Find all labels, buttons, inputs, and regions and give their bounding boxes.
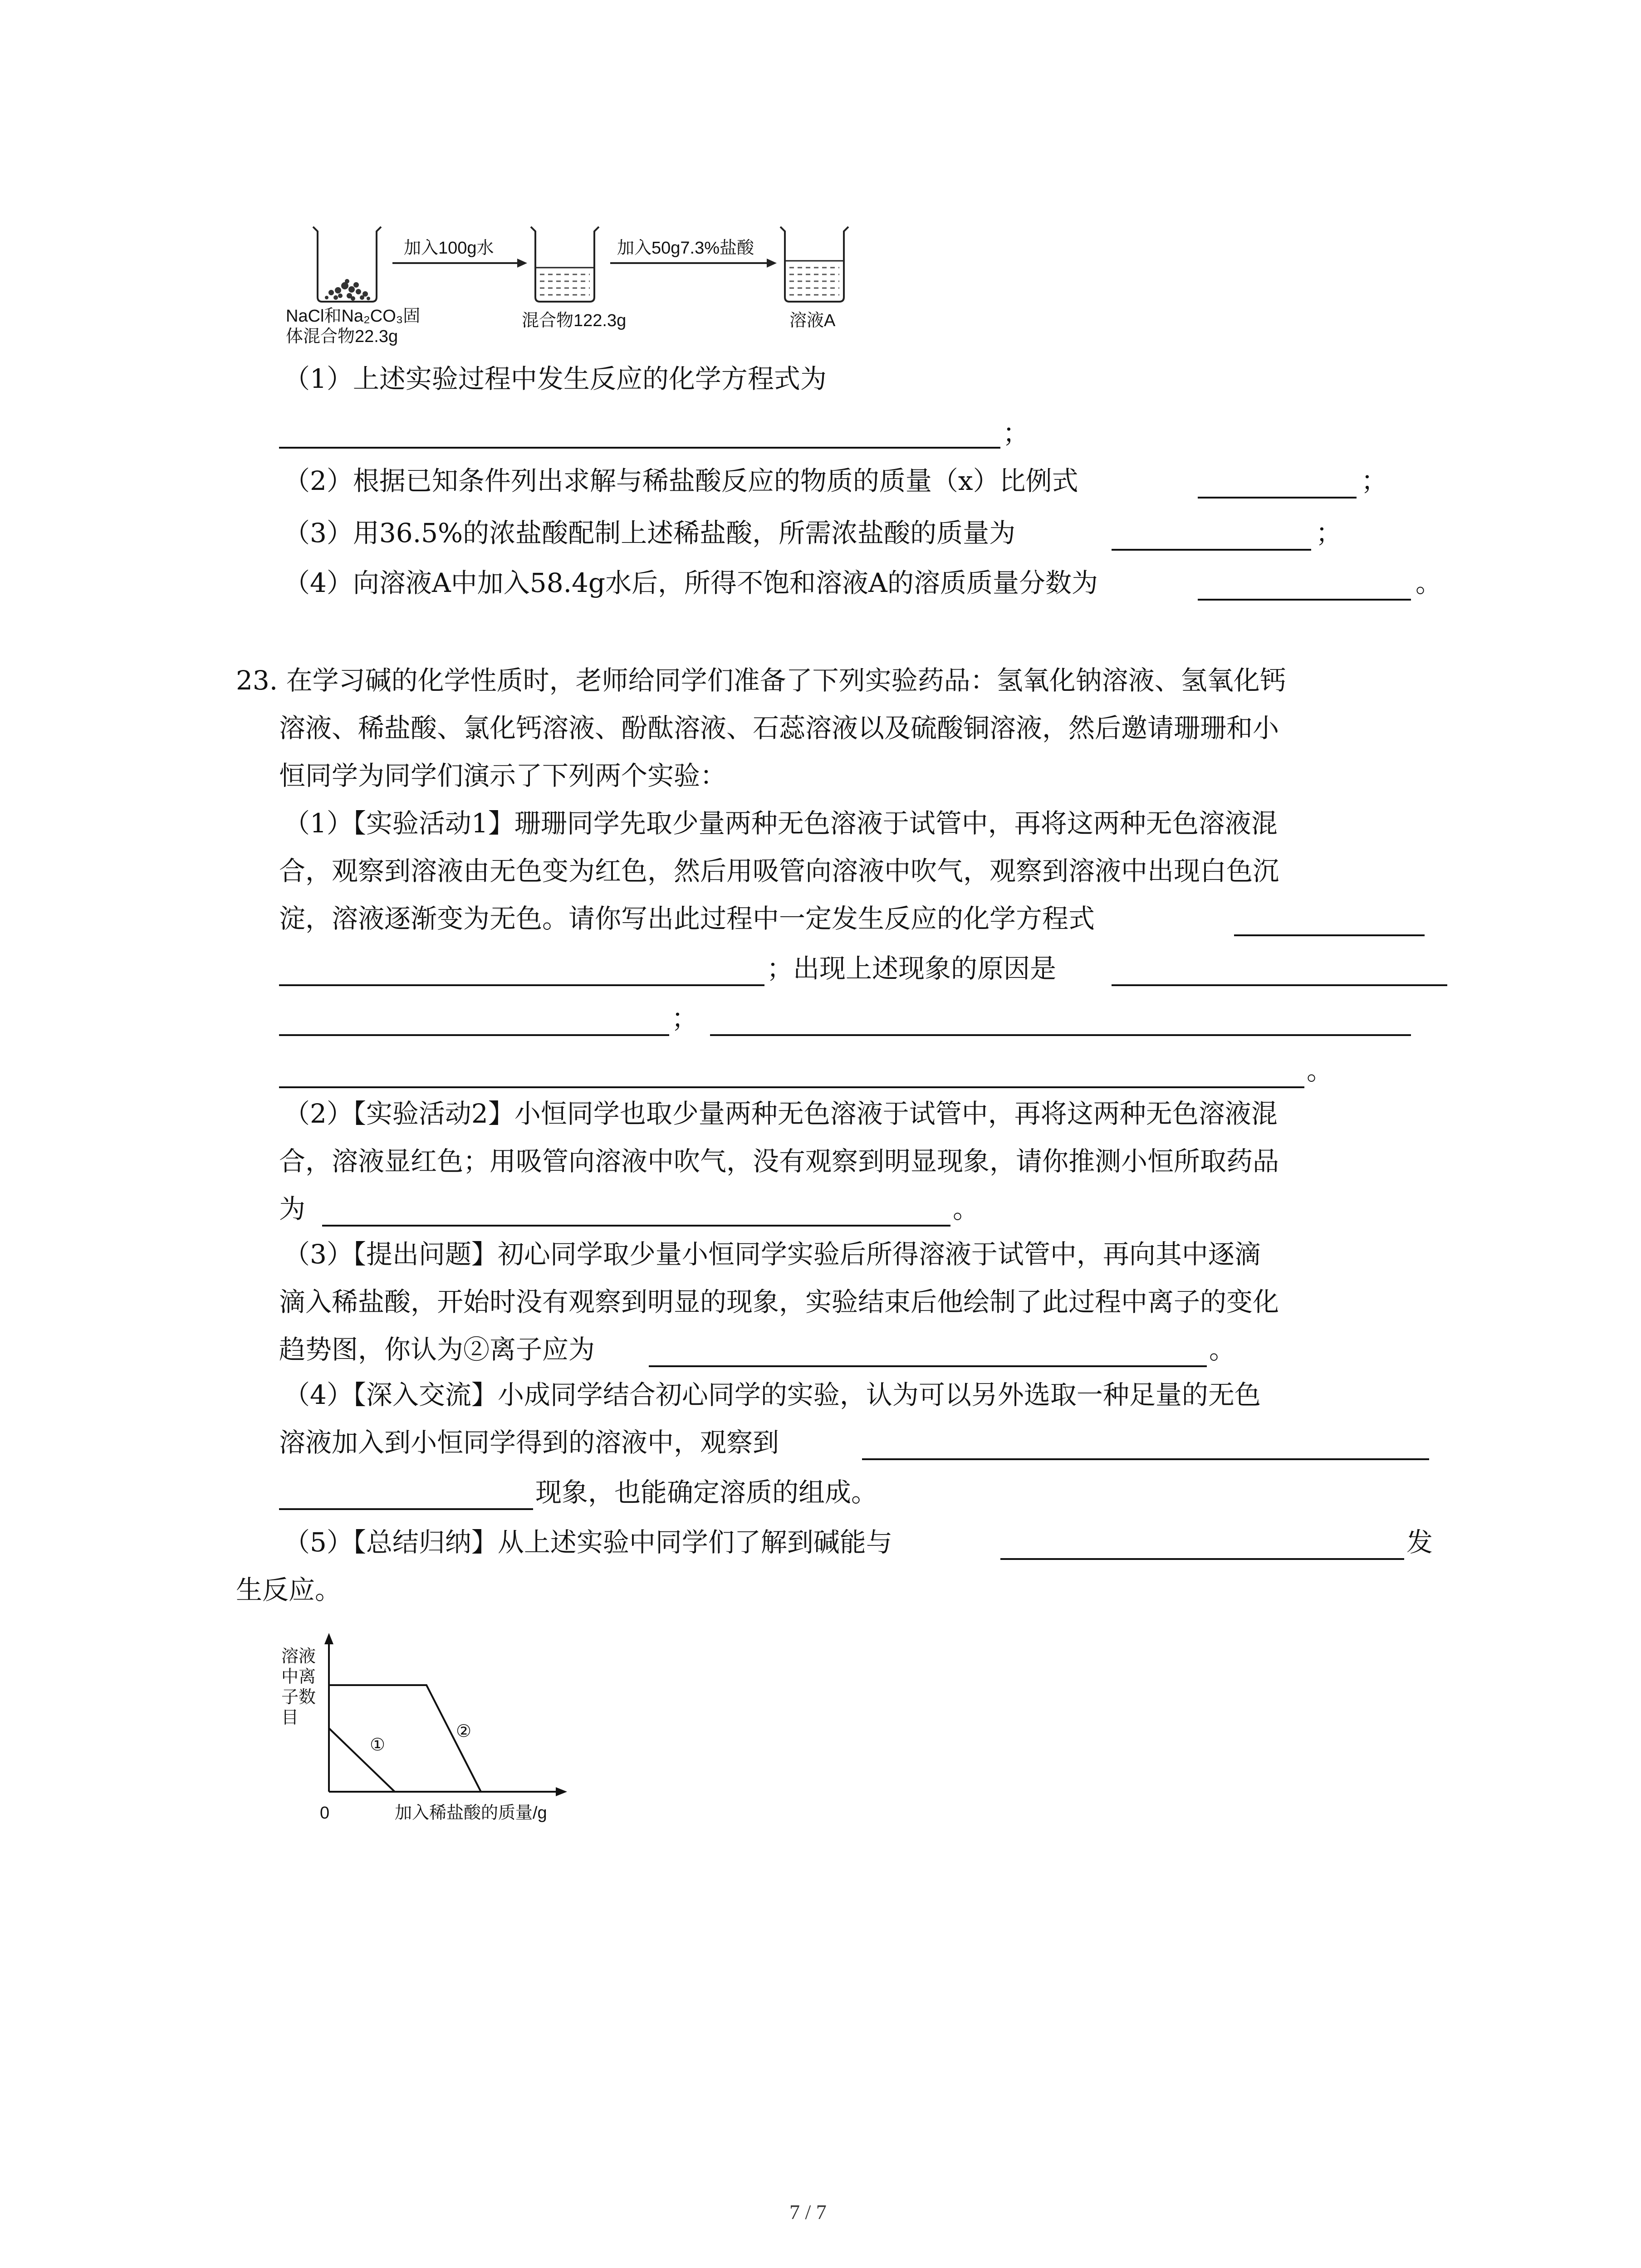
q23-s1-blank2[interactable]	[279, 984, 764, 986]
beaker-1	[313, 227, 381, 302]
q23-s4-line3: 现象，也能确定溶质的组成。	[535, 1477, 878, 1508]
q22-part1: （1）上述实验过程中发生反应的化学方程式为	[284, 363, 827, 394]
q23-s2-blank[interactable]	[322, 1225, 950, 1227]
q23-s1-line2: 合，观察到溶液由无色变为红色，然后用吸管向溶液中吹气，观察到溶液中出现白色沉	[279, 855, 1279, 886]
step2-label: 加入50g7.3%盐酸	[617, 239, 754, 258]
q23-s1-end: 。	[1307, 1055, 1333, 1086]
arrow-2	[610, 259, 777, 268]
q22-part1-end: ；	[1003, 418, 1029, 449]
beaker-3	[780, 227, 848, 302]
q22-part4: （4）向溶液A中加入58.4g水后，所得不饱和溶液A的溶质质量分数为	[284, 567, 1098, 598]
q22-part1-blank[interactable]	[279, 447, 1000, 449]
beaker3-caption: 溶液A	[789, 311, 836, 330]
q23-s1-blank3[interactable]	[1112, 984, 1447, 986]
experiment-figure	[272, 218, 862, 354]
q23-s2-end: 。	[953, 1193, 980, 1224]
graph-label-2: ②	[456, 1722, 472, 1741]
q23-s5-line2: 生反应。	[236, 1574, 342, 1605]
q23-s4-blank1[interactable]	[862, 1458, 1429, 1460]
q23-s5-line1: （5）【总结归纳】从上述实验中同学们了解到碱能与	[284, 1527, 892, 1558]
q23-s1-blank6[interactable]	[279, 1086, 1304, 1088]
q23-s1-line1: （1）【实验活动1】珊珊同学先取少量两种无色溶液于试管中，再将这两种无色溶液混	[284, 808, 1278, 839]
beaker2-caption: 混合物122.3g	[522, 311, 627, 330]
q23-s1-line3: 淀，溶液逐渐变为无色。请你写出此过程中一定发生反应的化学方程式	[279, 903, 1095, 934]
q23-line1: 23. 在学习碱的化学性质时，老师给同学们准备了下列实验药品：氢氧化钠溶液、氢氧化钙	[236, 665, 1286, 696]
step1-label: 加入100g水	[404, 239, 494, 258]
graph-ylabel-2: 中离	[281, 1667, 316, 1686]
q23-s1-blank1[interactable]	[1234, 934, 1425, 936]
q23-s3-line2: 滴入稀盐酸，开始时没有观察到明显的现象，实验结束后他绘制了此过程中离子的变化	[279, 1286, 1279, 1317]
q22-part3: （3）用36.5%的浓盐酸配制上述稀盐酸，所需浓盐酸的质量为	[284, 518, 1016, 548]
q22-part2-end: ；	[1361, 465, 1388, 496]
q23-s2-line1: （2）【实验活动2】小恒同学也取少量两种无色溶液于试管中，再将这两种无色溶液混	[284, 1098, 1278, 1129]
q23-s3-blank[interactable]	[649, 1365, 1207, 1367]
q22-part2: （2）根据已知条件列出求解与稀盐酸反应的物质的质量（x）比例式	[284, 465, 1078, 496]
q23-s1-line5: ；	[671, 1003, 698, 1034]
page-number: 7 / 7	[789, 2200, 827, 2224]
ion-trend-graph	[277, 1633, 594, 1842]
q22-part3-blank[interactable]	[1112, 549, 1311, 551]
q22-part4-end: 。	[1416, 567, 1442, 598]
q23-s2-line2: 合，溶液显红色；用吸管向溶液中吹气，没有观察到明显现象，请你推测小恒所取药品	[279, 1146, 1279, 1177]
q23-s1-line4: ；出现上述现象的原因是	[767, 953, 1057, 984]
q23-s1-blank5[interactable]	[710, 1034, 1411, 1036]
q22-part3-end: ；	[1316, 518, 1342, 548]
beaker-2	[531, 227, 599, 302]
q23-line3: 恒同学为同学们演示了下列两个实验：	[279, 760, 727, 791]
q23-s5-blank[interactable]	[1000, 1558, 1404, 1560]
graph-ylabel-1: 溶液	[281, 1647, 316, 1666]
graph-ylabel-4: 目	[281, 1708, 299, 1727]
q23-s3-line1: （3）【提出问题】初心同学取少量小恒同学实验后所得溶液于试管中，再向其中逐滴	[284, 1239, 1261, 1270]
q23-s5-end: 发	[1406, 1527, 1433, 1558]
graph-label-1: ①	[370, 1735, 386, 1755]
q23-s4-blank2[interactable]	[279, 1508, 533, 1510]
q23-s1-blank4[interactable]	[279, 1034, 669, 1036]
q23-s4-line2: 溶液加入到小恒同学得到的溶液中，观察到	[279, 1427, 779, 1458]
arrow-1	[392, 259, 527, 268]
q22-part4-blank[interactable]	[1198, 599, 1411, 601]
beaker1-caption-1: NaCl和Na₂CO₃固	[286, 307, 421, 326]
q23-s3-end: 。	[1209, 1334, 1236, 1365]
beaker1-caption-2: 体混合物22.3g	[286, 327, 398, 346]
q23-s4-line1: （4）【深入交流】小成同学结合初心同学的实验，认为可以另外选取一种足量的无色	[284, 1379, 1261, 1410]
graph-origin: 0	[320, 1804, 330, 1823]
graph-xlabel: 加入稀盐酸的质量/g	[395, 1804, 547, 1823]
q22-part2-blank[interactable]	[1198, 497, 1357, 499]
q23-s3-line3: 趋势图，你认为②离子应为	[279, 1334, 595, 1365]
graph-ylabel-3: 子数	[281, 1688, 316, 1707]
q23-line2: 溶液、稀盐酸、氯化钙溶液、酚酞溶液、石蕊溶液以及硫酸铜溶液，然后邀请珊珊和小	[279, 713, 1279, 743]
q23-s2-line3: 为	[279, 1193, 306, 1224]
